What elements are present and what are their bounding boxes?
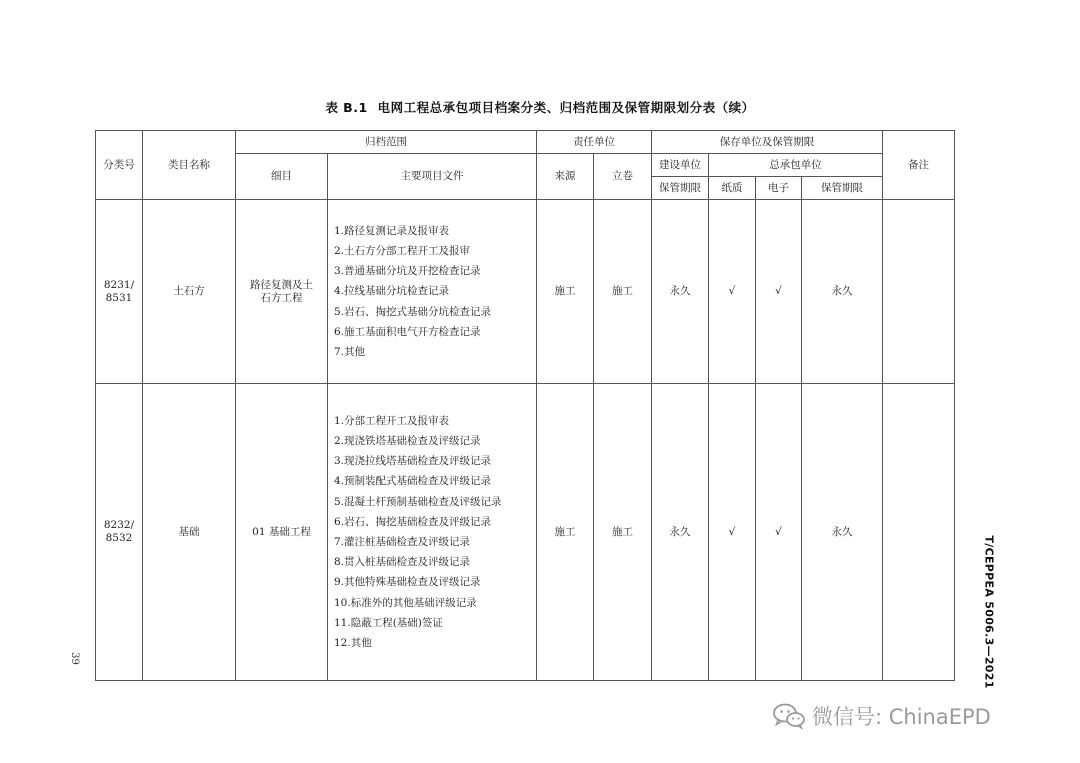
file-entry: 5.混凝土杆预制基础检查及评级记录	[334, 495, 502, 508]
header-retention: 保存单位及保管期限	[652, 131, 883, 154]
header-files: 主要项目文件	[328, 154, 537, 200]
row-contractor-period: 永久	[802, 200, 883, 384]
file-entry: 2.土石方分部工程开工及报审	[334, 244, 471, 257]
row-item	[236, 200, 328, 384]
wechat-icon	[772, 703, 806, 729]
row-files	[328, 200, 537, 384]
table-number: 表 B.1	[325, 100, 368, 115]
table-row	[96, 384, 955, 681]
row-source: 施工	[537, 200, 594, 384]
table-row	[96, 200, 955, 384]
header-builder-period: 保管期限	[652, 177, 709, 200]
row-code-line: 8531	[105, 291, 133, 304]
header-scope: 归档范围	[236, 131, 537, 154]
file-entry: 1.路径复测记录及报审表	[334, 224, 450, 237]
file-entry: 6.施工基面积电气开方检查记录	[334, 325, 481, 338]
header-filing: 立卷	[594, 154, 652, 200]
header-responsibility: 责任单位	[537, 131, 652, 154]
row-item-line: 01 基础工程	[252, 525, 311, 538]
row-filing: 施工	[594, 384, 652, 681]
row-code-line: 8232/	[103, 519, 135, 532]
row-electronic-check: √	[756, 384, 802, 681]
file-entry: 7.灌注桩基础检查及评级记录	[334, 536, 471, 548]
row-code-line: 8231/	[103, 278, 135, 291]
row-filing: 施工	[594, 200, 652, 384]
row-code	[96, 200, 143, 384]
file-entry: 11.隐蔽工程(基础)签证	[334, 616, 443, 629]
archive-classification-table	[95, 130, 955, 681]
row-category: 基础	[143, 384, 236, 681]
file-entry: 9.其他特殊基础检查及评级记录	[334, 576, 481, 589]
standard-code	[980, 534, 996, 689]
file-entry: 10.标准外的其他基础评级记录	[334, 596, 477, 609]
row-category: 土石方	[143, 200, 236, 384]
row-item	[236, 384, 328, 681]
row-item-line: 路径复测及土	[250, 278, 313, 291]
watermark	[772, 701, 991, 731]
header-paper: 纸质	[709, 177, 756, 200]
file-entry: 2.现浇铁塔基础检查及评级记录	[334, 434, 481, 447]
file-entry: 4.拉线基础分坑检查记录	[334, 285, 450, 298]
row-builder-period: 永久	[652, 384, 709, 681]
header-source: 来源	[537, 154, 594, 200]
watermark-text: 微信号: ChinaEPD	[812, 705, 991, 729]
file-entry: 12.其他	[334, 637, 372, 650]
table-title	[0, 98, 1080, 116]
header-electronic: 电子	[756, 177, 802, 200]
row-contractor-period: 永久	[802, 384, 883, 681]
row-builder-period: 永久	[652, 200, 709, 384]
header-remarks: 备注	[883, 131, 955, 200]
standard-code-text: T/CEPPEA 5006.3—2021	[982, 535, 996, 689]
file-entry: 4.预制装配式基础检查及评级记录	[334, 475, 492, 488]
file-entry: 1.分部工程开工及报审表	[334, 414, 450, 427]
file-entry: 3.现浇拉线塔基础检查及评级记录	[334, 455, 492, 468]
file-entry: 3.普通基础分坑及开挖检查记录	[334, 265, 481, 278]
file-entry: 5.岩石、掏挖式基础分坑检查记录	[334, 305, 492, 318]
row-source: 施工	[537, 384, 594, 681]
header-contractor-period: 保管期限	[802, 177, 883, 200]
row-paper-check: √	[709, 200, 756, 384]
header-builder: 建设单位	[652, 154, 709, 177]
row-code	[96, 384, 143, 681]
header-item: 细目	[236, 154, 328, 200]
file-entry: 7.其他	[334, 346, 366, 358]
header-code: 分类号	[96, 131, 143, 200]
file-entry: 6.岩石、掏挖基础检查及评级记录	[334, 515, 492, 528]
row-remarks	[883, 384, 955, 681]
row-paper-check: √	[709, 384, 756, 681]
file-entry: 8.贯入桩基础检查及评级记录	[334, 556, 471, 569]
row-code-line: 8532	[105, 532, 133, 544]
row-item-line: 石方工程	[260, 291, 303, 304]
page-number: 39	[68, 652, 80, 665]
row-remarks	[883, 200, 955, 384]
row-electronic-check: √	[756, 200, 802, 384]
header-contractor: 总承包单位	[709, 154, 883, 177]
table-caption: 电网工程总承包项目档案分类、归档范围及保管期限划分表（续）	[377, 100, 755, 115]
header-category: 类目名称	[143, 131, 236, 200]
row-files	[328, 384, 537, 681]
